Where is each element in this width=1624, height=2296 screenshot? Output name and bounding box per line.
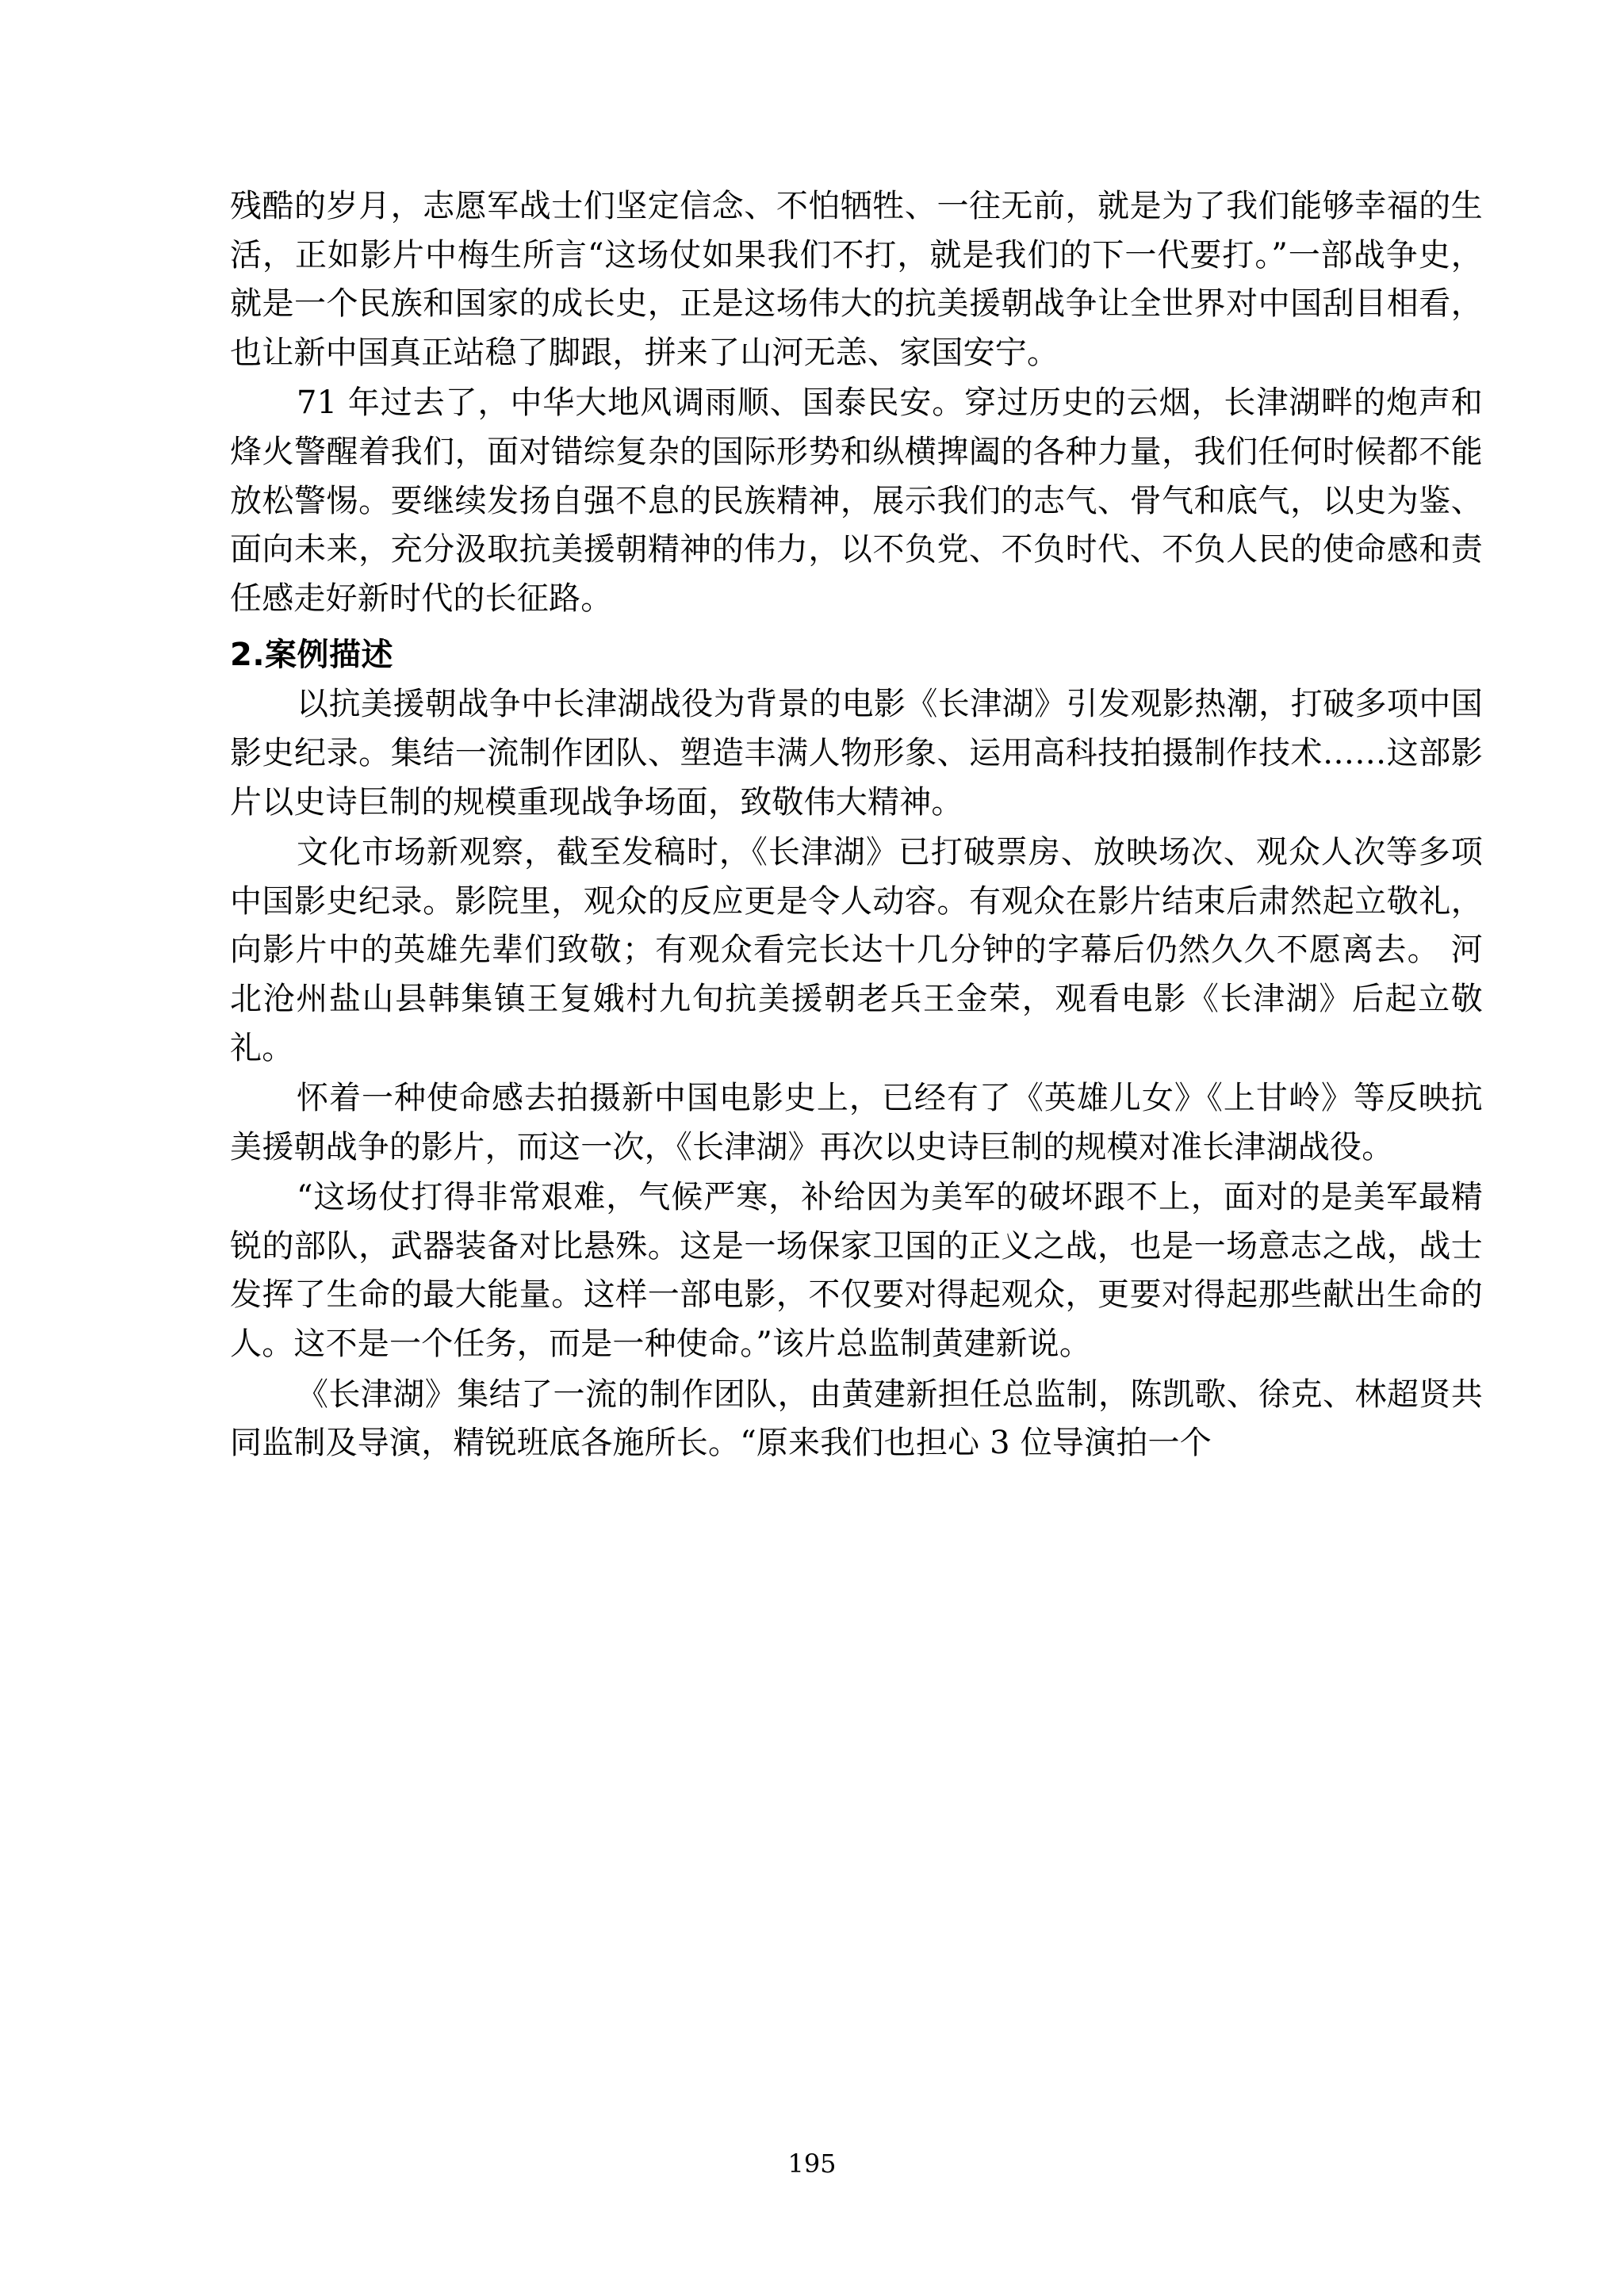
paragraph: 《长津湖》集结了一流的制作团队，由黄建新担任总监制，陈凯歌、徐克、林超贤共同监制及导演，精锐班底各施所长。“原来我们也担心 3 位导演拍一个 xyxy=(230,1376,1483,1462)
section-heading: 2.案例描述 xyxy=(230,637,394,674)
page-number: 195 xyxy=(787,2149,837,2179)
paragraph: 怀着一种使命感去拍摄新中国电影史上，已经有了《英雄儿女》《上甘岭》等反映抗美援朝战争的影片，而这一次，《长津湖》再次以史诗巨制的规模对准长津湖战役。 xyxy=(230,1080,1483,1165)
paragraph: 71 年过去了，中华大地风调雨顺、国泰民安。穿过历史的云烟，长津湖畔的炮声和烽火警醒着我们，面对错综复杂的国际形势和纵横捭阖的各种力量，我们任何时候都不能放松警惕。要继续发扬自强不息的民族精神，展示我们的志气、骨气和底气，以史为鉴、面向未来，充分汲取抗美援朝精神的伟力，以不负党、不负时代、不负人民的使命感和责任感走好新时代的长征路。 xyxy=(230,385,1483,617)
paragraph: 以抗美援朝战争中长津湖战役为背景的电影《长津湖》引发观影热潮，打破多项中国影史纪录。集结一流制作团队、塑造丰满人物形象、运用高科技拍摄制作技术……这部影片以史诗巨制的规模重现战争场面，致敬伟大精神。 xyxy=(230,686,1483,821)
paragraph: 文化市场新观察，截至发稿时，《长津湖》已打破票房、放映场次、观众人次等多项中国影史纪录。影院里，观众的反应更是令人动容。有观众在影片结束后肃然起立敬礼，向影片中的英雄先辈们致敬；有观众看完长达十几分钟的字幕后仍然久久不愿离去。 河北沧州盐山县韩集镇王复娥村九旬抗美援朝老兵王金荣，观看电影《长津湖》后起立敬礼。 xyxy=(230,834,1483,1066)
document-body xyxy=(230,182,1483,1468)
paragraph: “这场仗打得非常艰难，气候严寒，补给因为美军的破坏跟不上，面对的是美军最精锐的部队，武器装备对比悬殊。这是一场保家卫国的正义之战，也是一场意志之战，战士发挥了生命的最大能量。这样一部电影，不仅要对得起观众，更要对得起那些献出生命的人。这不是一个任务，而是一种使命。”该片总监制黄建新说。 xyxy=(230,1179,1483,1363)
paragraph: 残酷的岁月，志愿军战士们坚定信念、不怕牺牲、一往无前，就是为了我们能够幸福的生活，正如影片中梅生所言“这场仗如果我们不打，就是我们的下一代要打。”一部战争史，就是一个民族和国家的成长史，正是这场伟大的抗美援朝战争让全世界对中国刮目相看，也让新中国真正站稳了脚跟，拼来了山河无恙、家国安宁。 xyxy=(230,188,1483,371)
